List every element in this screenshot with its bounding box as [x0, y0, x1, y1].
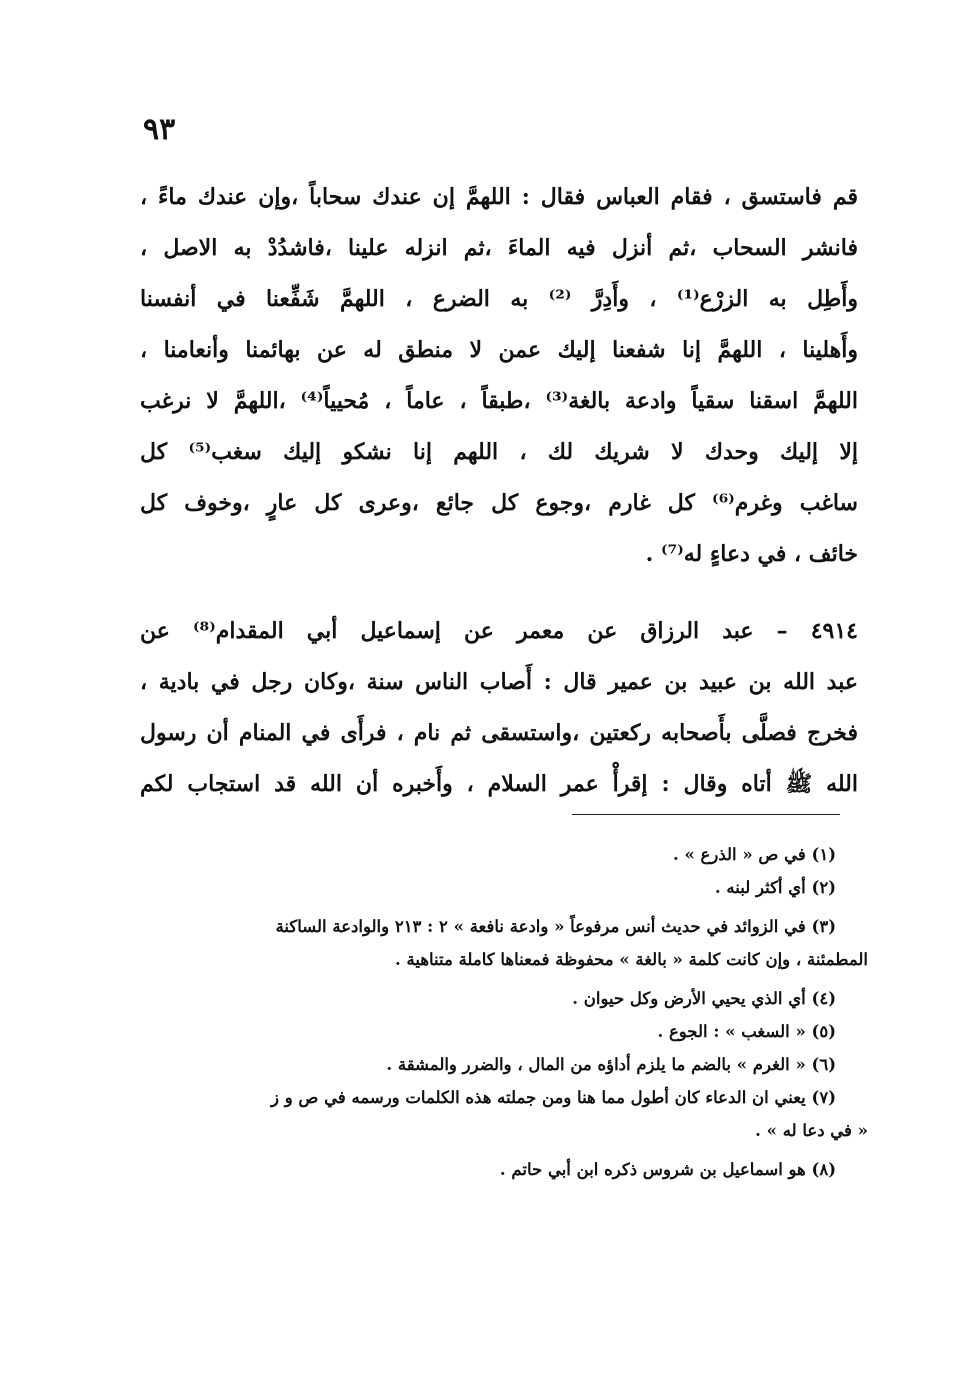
text-line: اللهمَّ اسقنا سقياً وادعة بالغة⁽³⁾ ،طبقاً ، عاماً ، مُحيياً⁽⁴⁾ ،اللهمَّ لا نرغب	[140, 388, 858, 414]
footnotes	[168, 838, 868, 1186]
paragraph-prayer	[140, 172, 858, 580]
footnote-line: (١) في ص « الذرع » .	[672, 845, 836, 864]
footnote-line: (٥) « السغب » : الجوع .	[657, 1022, 836, 1041]
text-line: خائف ، في دعاءٍ له⁽⁷⁾ .	[645, 541, 858, 567]
text-line: فخرج فصلَّى بأَصحابه ركعتين ،واستسقى ثم نام ، فرأَى في المنام أن رسول	[140, 720, 858, 746]
footnote-line: « في دعا له » .	[755, 1121, 868, 1140]
text-line: الله ﷺ أتاه وقال : إقرأْ عمر السلام ، وأَخبره أن الله قد استجاب لكم	[140, 771, 858, 797]
footnote-separator	[572, 814, 840, 815]
footnote-line: (٧) يعني ان الدعاء كان أطول مما هنا ومن جملته هذه الكلمات ورسمه في ص و ز	[271, 1088, 836, 1107]
text-line: عبد الله بن عبيد بن عمير قال : أَصاب الناس سنة ،وكان رجل في بادية ،	[140, 669, 858, 695]
footnote-line: المطمئنة ، وإن كانت كلمة « بالغة » محفوظة فمعناها كاملة متناهية .	[395, 950, 868, 969]
text-line: قم فاستسق ، فقام العباس فقال : اللهمَّ إن عندك سحاباً ،وإن عندك ماءً ،	[140, 184, 858, 210]
footnote-line: (٣) في الزوائد في حديث أنس مرفوعاً « وادعة نافعة » ٢ : ٢١٣ والوادعة الساكنة	[275, 917, 836, 936]
text-line: وأَطِل به الزرْع⁽¹⁾ ، وأَدِرَّ ⁽²⁾ به الضرع ، اللهمَّ شَفِّعنا في أنفسنا	[140, 286, 859, 312]
footnote-line: (٦) « الغرم » بالضم ما يلزم أداؤه من المال ، والضرر والمشقة .	[386, 1055, 836, 1074]
text-line: ٤٩١٤ – عبد الرزاق عن معمر عن إسماعيل أبي المقدام⁽⁸⁾ عن	[140, 618, 858, 644]
page-number: ٩٣	[143, 112, 176, 147]
footnote-line: (٤) أي الذي يحيي الأرض وكل حيوان .	[572, 989, 836, 1008]
paragraph-hadith-4914	[140, 606, 858, 810]
footnote-line: (٨) هو اسماعيل بن شروس ذكره ابن أبي حاتم .	[499, 1160, 836, 1179]
footnote-line: (٢) أي أكثر لبنه .	[714, 878, 836, 897]
text-line: وأَهلينا ، اللهمَّ إنا شفعنا إليك عمن لا منطق له عن بهائمنا وأنعامنا ،	[140, 337, 858, 363]
text-line: ساغب وغرم⁽⁶⁾ كل غارم ،وجوع كل جائع ،وعرى كل عارٍ ،وخوف كل	[140, 490, 858, 516]
text-line: إلا إليك وحدك لا شريك لك ، اللهم إنا نشكو إليك سغب⁽⁵⁾ كل	[140, 439, 858, 465]
text-line: فانشر السحاب ،ثم أنزل فيه الماءَ ،ثم انزله علينا ،فاشدُدْ به الاصل ،	[140, 235, 858, 261]
main-text	[140, 172, 858, 810]
